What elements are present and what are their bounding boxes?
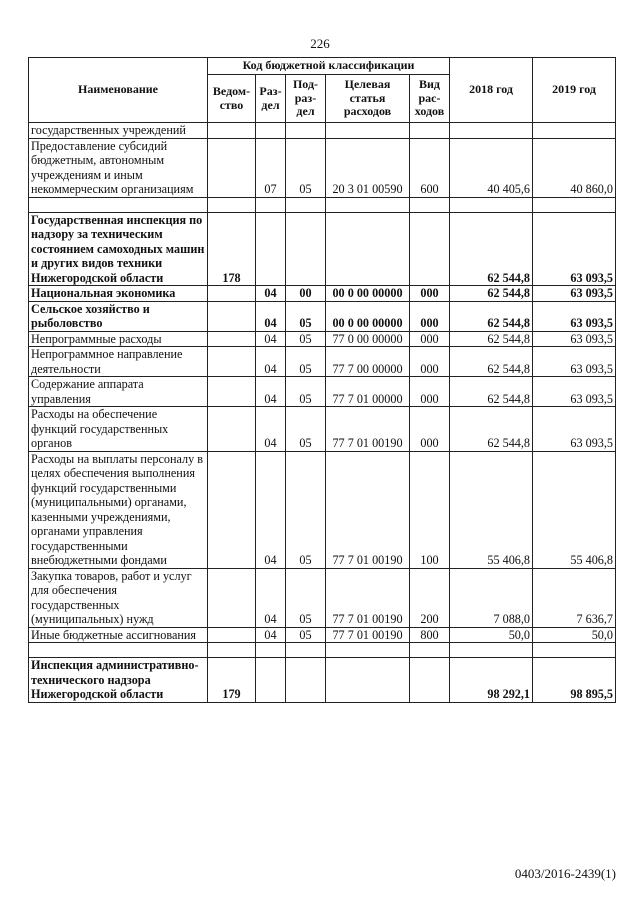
cell-y2019: 98 895,5 (533, 658, 616, 703)
header-2018: 2018 год (450, 58, 533, 123)
cell-rz: 04 (256, 568, 286, 627)
cell-y2018: 50,0 (450, 627, 533, 643)
cell-pr: 05 (286, 301, 326, 331)
cell-ved: 178 (208, 212, 256, 286)
cell-name: Непрограммные расходы (29, 331, 208, 347)
cell-ved (208, 407, 256, 452)
cell-vr: 000 (410, 286, 450, 302)
table-row (29, 658, 616, 703)
cell-name: Сельское хозяйство и рыболовство (29, 301, 208, 331)
cell-vr: 000 (410, 377, 450, 407)
spacer-row (29, 643, 616, 658)
spacer-cell (286, 197, 326, 212)
header-podrazdel: Под-раз-дел (286, 75, 326, 123)
cell-pr: 05 (286, 451, 326, 568)
cell-y2019 (533, 123, 616, 139)
cell-ved (208, 331, 256, 347)
cell-y2018: 98 292,1 (450, 658, 533, 703)
cell-vr (410, 123, 450, 139)
table-row (29, 377, 616, 407)
cell-y2018: 40 405,6 (450, 138, 533, 197)
cell-csr: 77 0 00 00000 (326, 331, 410, 347)
cell-name: Предоставление субсидий бюджетным, автономным учреждениям и иным некоммерческим организациям (29, 138, 208, 197)
cell-y2018: 62 544,8 (450, 377, 533, 407)
cell-csr: 77 7 01 00000 (326, 377, 410, 407)
cell-pr: 05 (286, 627, 326, 643)
cell-rz (256, 123, 286, 139)
cell-csr (326, 123, 410, 139)
table-row (29, 331, 616, 347)
cell-y2019: 63 093,5 (533, 301, 616, 331)
header-razdel: Раз-дел (256, 75, 286, 123)
header-vr: Вид рас-ходов (410, 75, 450, 123)
cell-rz: 04 (256, 407, 286, 452)
cell-vr: 800 (410, 627, 450, 643)
spacer-cell (450, 197, 533, 212)
cell-name: Расходы на выплаты персоналу в целях обеспечения выполнения функций государственными (муниципальными) органами, казенными учреждениями, органами управления государственными внебюджетными фондами (29, 451, 208, 568)
cell-y2018: 62 544,8 (450, 286, 533, 302)
cell-rz: 04 (256, 627, 286, 643)
cell-y2019: 7 636,7 (533, 568, 616, 627)
cell-name: Национальная экономика (29, 286, 208, 302)
spacer-cell (450, 643, 533, 658)
cell-vr (410, 212, 450, 286)
table-row (29, 568, 616, 627)
cell-rz: 04 (256, 286, 286, 302)
cell-y2019: 63 093,5 (533, 212, 616, 286)
spacer-cell (533, 197, 616, 212)
table-row (29, 347, 616, 377)
cell-y2018: 55 406,8 (450, 451, 533, 568)
cell-y2018 (450, 123, 533, 139)
cell-ved: 179 (208, 658, 256, 703)
cell-pr: 05 (286, 347, 326, 377)
cell-ved (208, 568, 256, 627)
cell-ved (208, 627, 256, 643)
cell-name: государственных учреждений (29, 123, 208, 139)
spacer-cell (256, 197, 286, 212)
table-row (29, 138, 616, 197)
cell-rz (256, 658, 286, 703)
spacer-cell (29, 643, 208, 658)
spacer-cell (410, 197, 450, 212)
cell-csr (326, 658, 410, 703)
document-code: 0403/2016-2439(1) (514, 866, 616, 881)
cell-pr (286, 658, 326, 703)
table-row (29, 212, 616, 286)
cell-name: Расходы на обеспечение функций государственных органов (29, 407, 208, 452)
cell-vr: 200 (410, 568, 450, 627)
cell-vr: 600 (410, 138, 450, 197)
spacer-cell (326, 197, 410, 212)
cell-name: Закупка товаров, работ и услуг для обеспечения государственных (муниципальных) нужд (29, 568, 208, 627)
cell-pr (286, 212, 326, 286)
cell-y2019: 55 406,8 (533, 451, 616, 568)
table-row (29, 407, 616, 452)
table-row (29, 123, 616, 139)
cell-name: Государственная инспекция по надзору за техническим состоянием самоходных машин и других видов техники Нижегородской области (29, 212, 208, 286)
table-row (29, 286, 616, 302)
cell-y2019: 63 093,5 (533, 407, 616, 452)
cell-y2019: 40 860,0 (533, 138, 616, 197)
cell-name: Иные бюджетные ассигнования (29, 627, 208, 643)
cell-y2019: 50,0 (533, 627, 616, 643)
cell-pr: 00 (286, 286, 326, 302)
cell-vr: 000 (410, 347, 450, 377)
cell-pr: 05 (286, 331, 326, 347)
header-ved: Ведом-ство (208, 75, 256, 123)
cell-name: Непрограммное направление деятельности (29, 347, 208, 377)
spacer-cell (208, 643, 256, 658)
header-name: Наименование (29, 58, 208, 123)
cell-ved (208, 347, 256, 377)
table-body (29, 123, 616, 703)
spacer-cell (208, 197, 256, 212)
cell-y2019: 63 093,5 (533, 377, 616, 407)
cell-vr: 000 (410, 331, 450, 347)
cell-ved (208, 301, 256, 331)
cell-rz: 07 (256, 138, 286, 197)
cell-y2018: 62 544,8 (450, 212, 533, 286)
header-csr: Целевая статья расходов (326, 75, 410, 123)
cell-csr: 77 7 00 00000 (326, 347, 410, 377)
cell-y2018: 62 544,8 (450, 331, 533, 347)
spacer-cell (256, 643, 286, 658)
cell-pr (286, 123, 326, 139)
cell-vr: 100 (410, 451, 450, 568)
cell-csr: 20 3 01 00590 (326, 138, 410, 197)
header-2019: 2019 год (533, 58, 616, 123)
cell-csr: 77 7 01 00190 (326, 568, 410, 627)
cell-rz: 04 (256, 331, 286, 347)
cell-rz: 04 (256, 347, 286, 377)
cell-rz: 04 (256, 377, 286, 407)
cell-vr: 000 (410, 407, 450, 452)
cell-y2019: 63 093,5 (533, 331, 616, 347)
cell-pr: 05 (286, 407, 326, 452)
budget-table (28, 57, 616, 703)
cell-ved (208, 138, 256, 197)
cell-vr (410, 658, 450, 703)
cell-rz: 04 (256, 301, 286, 331)
spacer-cell (410, 643, 450, 658)
spacer-row (29, 197, 616, 212)
cell-pr: 05 (286, 568, 326, 627)
cell-y2019: 63 093,5 (533, 347, 616, 377)
page-number: 226 (310, 36, 330, 51)
cell-y2018: 7 088,0 (450, 568, 533, 627)
cell-rz: 04 (256, 451, 286, 568)
spacer-cell (533, 643, 616, 658)
cell-y2018: 62 544,8 (450, 301, 533, 331)
cell-ved (208, 377, 256, 407)
table-row (29, 627, 616, 643)
cell-name: Содержание аппарата управления (29, 377, 208, 407)
spacer-cell (326, 643, 410, 658)
cell-name: Инспекция административно-технического надзора Нижегородской области (29, 658, 208, 703)
cell-ved (208, 123, 256, 139)
spacer-cell (29, 197, 208, 212)
cell-pr: 05 (286, 377, 326, 407)
cell-csr: 00 0 00 00000 (326, 301, 410, 331)
cell-csr: 77 7 01 00190 (326, 627, 410, 643)
cell-y2018: 62 544,8 (450, 347, 533, 377)
cell-y2018: 62 544,8 (450, 407, 533, 452)
cell-rz (256, 212, 286, 286)
cell-csr: 77 7 01 00190 (326, 407, 410, 452)
cell-csr: 00 0 00 00000 (326, 286, 410, 302)
table-row (29, 451, 616, 568)
cell-csr (326, 212, 410, 286)
cell-pr: 05 (286, 138, 326, 197)
cell-y2019: 63 093,5 (533, 286, 616, 302)
cell-vr: 000 (410, 301, 450, 331)
table-row (29, 301, 616, 331)
cell-ved (208, 286, 256, 302)
spacer-cell (286, 643, 326, 658)
cell-ved (208, 451, 256, 568)
cell-csr: 77 7 01 00190 (326, 451, 410, 568)
header-kbk-group: Код бюджетной классификации (208, 58, 450, 75)
